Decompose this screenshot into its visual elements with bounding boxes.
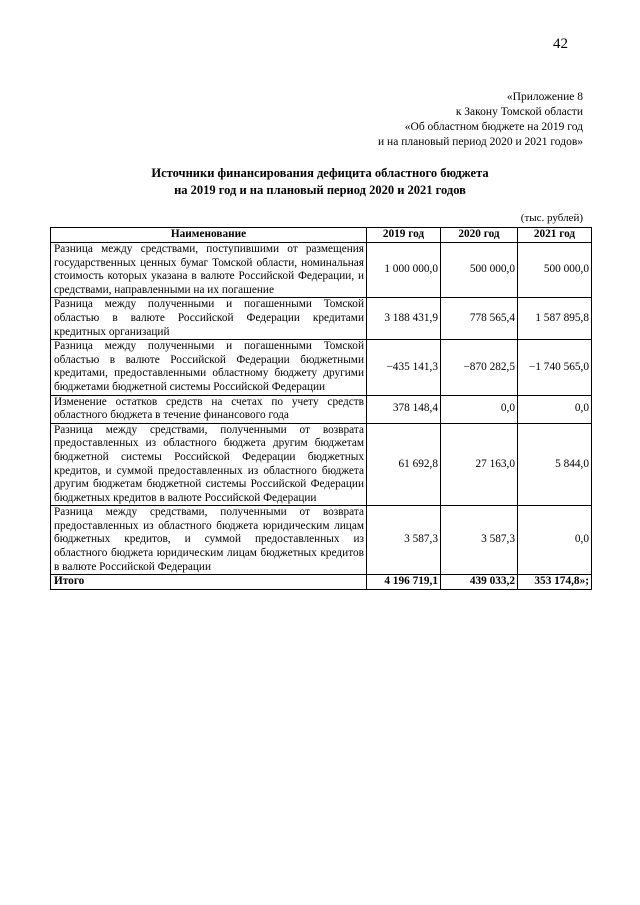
value-2021: 500 000,0: [518, 243, 592, 298]
table-header-row: [51, 228, 592, 243]
value-2019: 3 587,3: [367, 506, 441, 575]
total-2020: 439 033,2: [441, 575, 518, 590]
appendix-line: к Закону Томской области: [455, 106, 583, 118]
row-name: Разница между средствами, полученными от возврата предоставленных из областного бюджета другим бюджетам бюджетной системы Российской Федерации бюджетных кредитов, и суммой предоставленных из областного бюджета другим бюджетам бюджетной системы Российской Федерации бюджетных кредитов в валюте Российской Федерации: [51, 423, 367, 506]
value-2019: 378 148,4: [367, 395, 441, 423]
title-line: на 2019 год и на плановый период 2020 и 2021 годов: [174, 183, 466, 197]
value-2020: −870 282,5: [441, 340, 518, 395]
value-2020: 778 565,4: [441, 298, 518, 340]
table-row: [51, 340, 592, 395]
value-2020: 500 000,0: [441, 243, 518, 298]
row-name: Разница между полученными и погашенными Томской областью в валюте Российской Федерации бюджетными кредитами, предоставленными областному бюджету другими бюджетами бюджетной системы Российской Федерации: [51, 340, 367, 395]
value-2021: 5 844,0: [518, 423, 592, 506]
header-2020: 2020 год: [441, 228, 518, 243]
value-2019: −435 141,3: [367, 340, 441, 395]
total-2019: 4 196 719,1: [367, 575, 441, 590]
header-name: Наименование: [51, 228, 367, 243]
page-number: 42: [553, 36, 568, 52]
table-row: [51, 506, 592, 575]
row-name: Разница между средствами, полученными от возврата предоставленных из областного бюджета юридическим лицам бюджетных кредитов, и суммой предоставленных из областного бюджета юридическим лицам бюджетных кредитов в валюте Российской Федерации: [51, 506, 367, 575]
row-name: Разница между средствами, поступившими от размещения государственных ценных бумаг Томской области, номинальная стоимость которых указана в валюте Российской Федерации, и средствами, направленными на их погашение: [51, 243, 367, 298]
value-2021: 0,0: [518, 506, 592, 575]
total-label: Итого: [51, 575, 367, 590]
total-2021: 353 174,8»;: [518, 575, 592, 590]
value-2020: 27 163,0: [441, 423, 518, 506]
table-row: [51, 423, 592, 506]
value-2021: 0,0: [518, 395, 592, 423]
row-name: Разница между полученными и погашенными Томской областью в валюте Российской Федерации кредитами кредитных организаций: [51, 298, 367, 340]
value-2019: 61 692,8: [367, 423, 441, 506]
table-row: [51, 395, 592, 423]
value-2020: 0,0: [441, 395, 518, 423]
appendix-line: «Об областном бюджете на 2019 год: [404, 121, 583, 133]
appendix-line: и на плановый период 2020 и 2021 годов»: [378, 136, 583, 148]
financing-sources-table: [50, 227, 592, 590]
value-2020: 3 587,3: [441, 506, 518, 575]
document-title: [40, 165, 600, 199]
units-note: (тыс. рублей): [520, 212, 583, 224]
value-2019: 1 000 000,0: [367, 243, 441, 298]
row-name: Изменение остатков средств на счетах по учету средств областного бюджета в течение финансового года: [51, 395, 367, 423]
value-2021: 1 587 895,8: [518, 298, 592, 340]
appendix-header: [283, 90, 583, 150]
value-2019: 3 188 431,9: [367, 298, 441, 340]
header-2021: 2021 год: [518, 228, 592, 243]
table-total-row: [51, 575, 592, 590]
value-2021: −1 740 565,0: [518, 340, 592, 395]
appendix-line: «Приложение 8: [506, 91, 583, 103]
table-row: [51, 298, 592, 340]
header-2019: 2019 год: [367, 228, 441, 243]
table-row: [51, 243, 592, 298]
title-line: Источники финансирования дефицита областного бюджета: [151, 166, 489, 180]
